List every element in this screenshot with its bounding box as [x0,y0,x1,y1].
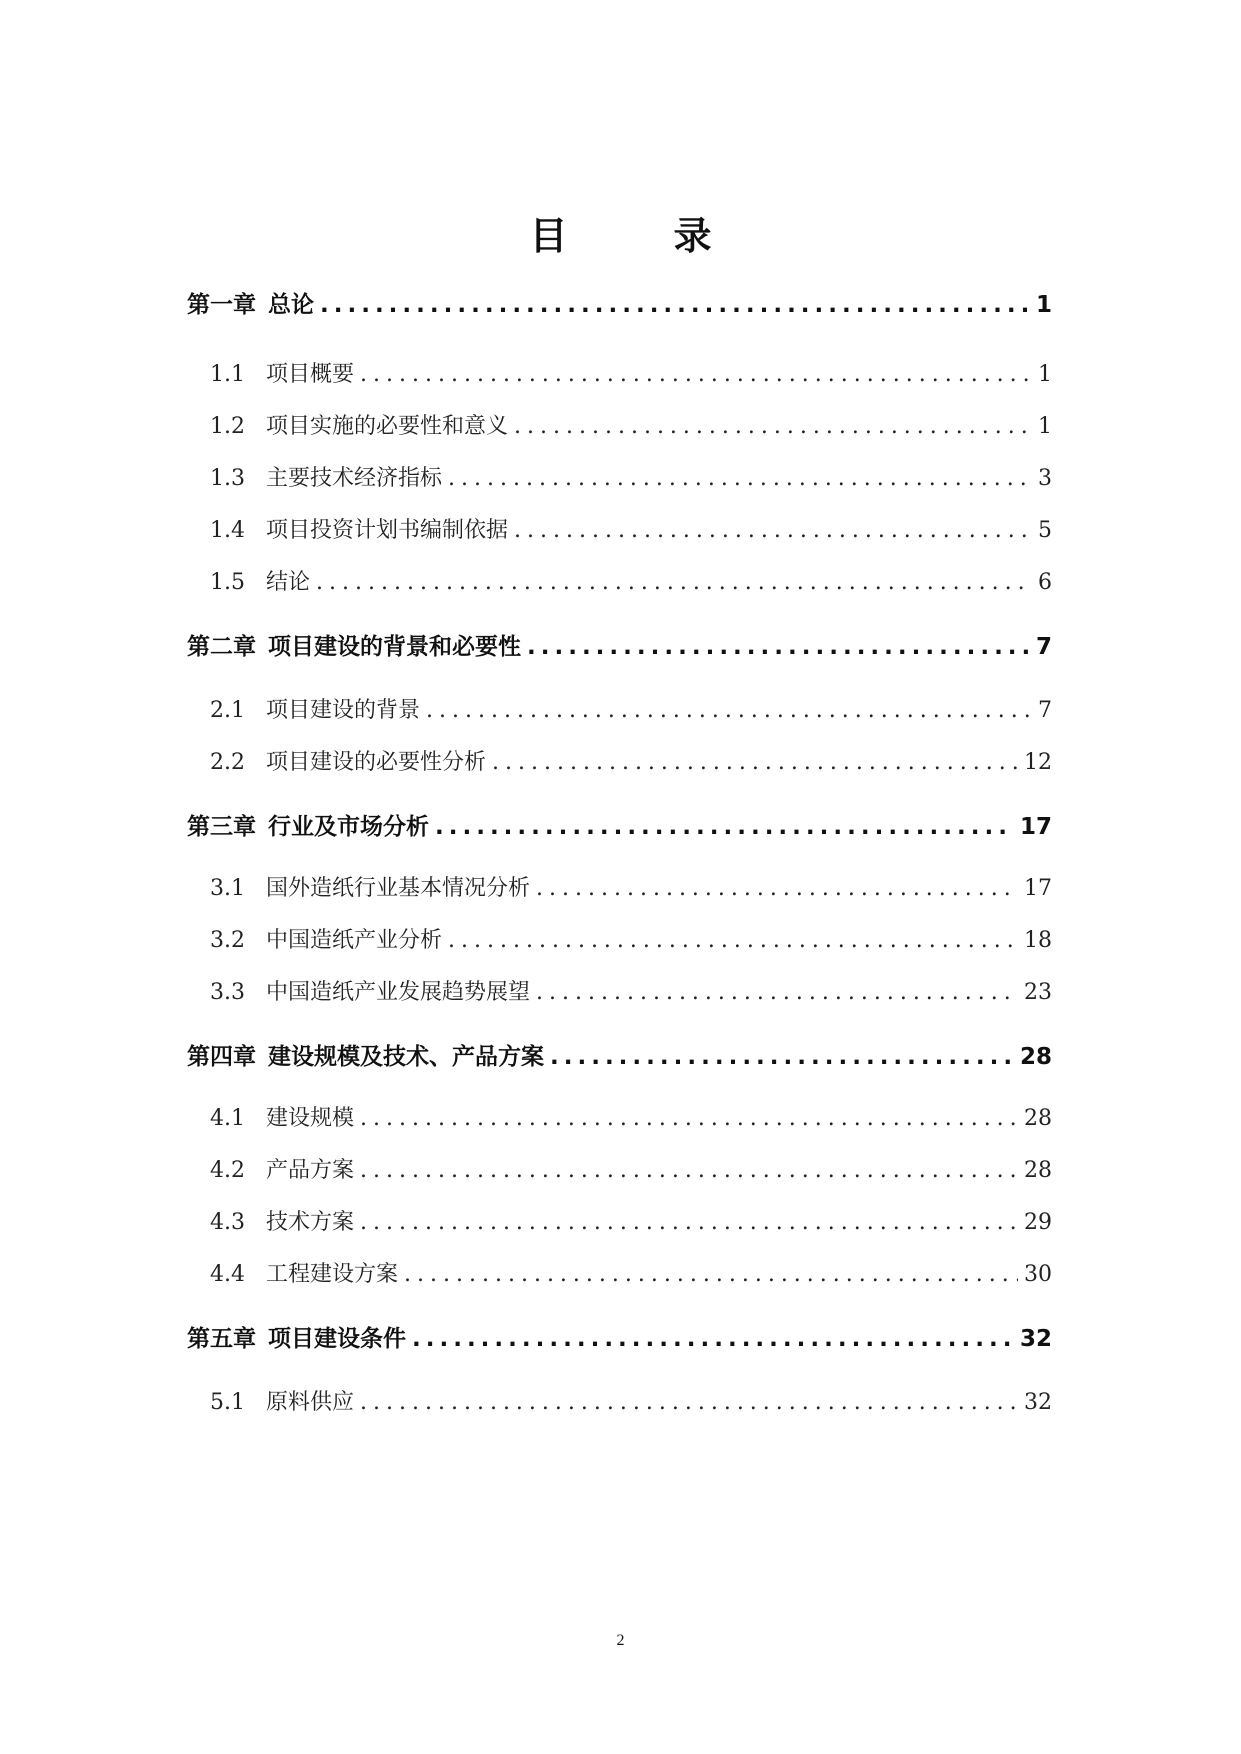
toc-leader-dots [404,1260,1018,1290]
toc-entry-title: 结论 [266,570,311,595]
toc-entry-number: 第三章 [187,814,256,840]
toc-section-entry[interactable] [187,510,1052,546]
toc-entry-title: 建设规模 [266,1106,355,1131]
toc-leader-dots [536,978,1018,1008]
toc-entry-number: 第四章 [187,1044,256,1070]
toc-chapter-entry[interactable] [187,1318,1052,1354]
toc-entry-number: 1.5 [210,570,245,595]
toc-leader-dots [412,1324,1014,1354]
toc-entry-label [187,1042,544,1072]
toc-entry-number: 3.2 [210,928,245,953]
toc-leader-dots [360,1156,1018,1186]
toc-entry-label [210,1388,354,1418]
page-number: 2 [616,1632,625,1649]
toc-chapter-entry[interactable] [187,284,1052,320]
toc-entry-number: 第一章 [187,292,256,318]
toc-entry-page: 28 [1024,1158,1052,1183]
toc-entry-title: 国外造纸行业基本情况分析 [266,876,531,901]
toc-entry-page: 23 [1024,980,1052,1005]
toc-entry-page: 29 [1024,1210,1052,1235]
toc-section-entry[interactable] [187,1202,1052,1238]
toc-section-entry[interactable] [187,920,1052,956]
toc-chapter-entry[interactable] [187,806,1052,842]
toc-section-entry[interactable] [187,690,1052,726]
toc-entry-page: 17 [1019,814,1052,840]
toc-entry-label [210,926,442,956]
toc-entry-page: 32 [1024,1390,1052,1415]
toc-entry-label [210,1104,354,1134]
toc-leader-dots [360,1208,1018,1238]
toc-entry-label [210,978,530,1008]
toc-section-entry[interactable] [187,406,1052,442]
toc-entry-page: 1 [1038,414,1052,439]
toc-entry-page: 5 [1038,518,1052,543]
toc-section-entry[interactable] [187,1382,1052,1418]
toc-entry-label [210,1208,354,1238]
toc-entry-label [210,412,508,442]
toc-section-entry[interactable] [187,354,1052,390]
toc-entry-page: 28 [1019,1044,1052,1070]
toc-entry-number: 4.2 [210,1158,245,1183]
toc-entry-number: 2.2 [210,750,245,775]
toc-leader-dots [360,360,1032,390]
toc-section-entry[interactable] [187,1098,1052,1134]
toc-entry-number: 第二章 [187,634,256,660]
toc-entry-title: 项目实施的必要性和意义 [266,414,509,439]
toc-entry-label [210,874,530,904]
toc-entry-title: 主要技术经济指标 [266,466,443,491]
toc-entry-page: 28 [1024,1106,1052,1131]
toc-entry-title: 产品方案 [266,1158,355,1183]
toc-chapter-entry[interactable] [187,626,1052,662]
toc-entry-title: 技术方案 [266,1210,355,1235]
toc-entry-label [210,696,420,726]
toc-leader-dots [320,290,1030,320]
toc-entry-number: 1.3 [210,466,245,491]
toc-entry-title: 项目建设的背景 [266,698,421,723]
toc-entry-page: 17 [1024,876,1052,901]
page-title: 目 录 [529,214,746,258]
toc-entry-number: 1.1 [210,362,245,387]
toc-entry-label [187,812,429,842]
toc-entry-page: 1 [1035,292,1052,318]
toc-section-entry[interactable] [187,562,1052,598]
toc-entry-title: 行业及市场分析 [268,814,429,840]
toc-entry-number: 4.1 [210,1106,245,1131]
toc-section-entry[interactable] [187,972,1052,1008]
toc-entry-title: 项目建设条件 [268,1326,406,1352]
toc-entry-title: 项目概要 [266,362,355,387]
toc-leader-dots [435,812,1014,842]
toc-leader-dots [448,926,1018,956]
toc-section-entry[interactable] [187,1150,1052,1186]
toc-entry-label [210,360,354,390]
toc-entry-label [210,748,486,778]
toc-entry-page: 7 [1038,698,1052,723]
toc-entry-page: 7 [1035,634,1052,660]
toc-entry-title: 项目投资计划书编制依据 [266,518,509,543]
toc-entry-page: 6 [1038,570,1052,595]
toc-leader-dots [514,516,1032,546]
toc-leader-dots [360,1388,1018,1418]
toc-leader-dots [514,412,1032,442]
toc-entry-number: 5.1 [210,1390,245,1415]
toc-entry-page: 12 [1024,750,1052,775]
toc-entry-title: 中国造纸产业分析 [266,928,443,953]
toc-entry-number: 第五章 [187,1326,256,1352]
toc-entry-title: 项目建设的背景和必要性 [268,634,521,660]
toc-entry-number: 3.3 [210,980,245,1005]
toc-entry-number: 4.3 [210,1210,245,1235]
toc-leader-dots [550,1042,1014,1072]
toc-entry-page: 18 [1024,928,1052,953]
toc-entry-page: 30 [1024,1262,1052,1287]
toc-leader-dots [527,632,1030,662]
toc-leader-dots [360,1104,1018,1134]
toc-entry-title: 项目建设的必要性分析 [266,750,487,775]
toc-section-entry[interactable] [187,742,1052,778]
toc-entry-label [187,632,521,662]
toc-entry-number: 4.4 [210,1262,245,1287]
toc-section-entry[interactable] [187,1254,1052,1290]
toc-section-entry[interactable] [187,868,1052,904]
toc-leader-dots [316,568,1032,598]
toc-entry-title: 建设规模及技术、产品方案 [268,1044,544,1070]
toc-entry-label [210,568,310,598]
toc-entry-title: 原料供应 [266,1390,355,1415]
toc-entry-title: 中国造纸产业发展趋势展望 [266,980,531,1005]
toc-entry-label [210,1156,354,1186]
toc-leader-dots [448,464,1032,494]
toc-chapter-entry[interactable] [187,1036,1052,1072]
toc-entry-number: 1.4 [210,518,245,543]
toc-entry-number: 1.2 [210,414,245,439]
toc-entry-label [210,464,442,494]
toc-entry-number: 3.1 [210,876,245,901]
toc-entry-label [210,516,508,546]
toc-entry-title: 总论 [268,292,314,318]
toc-entry-title: 工程建设方案 [266,1262,399,1287]
toc-leader-dots [426,696,1032,726]
toc-leader-dots [492,748,1018,778]
toc-leader-dots [536,874,1018,904]
toc-entry-page: 3 [1038,466,1052,491]
toc-entry-page: 32 [1019,1326,1052,1352]
toc-entry-label [210,1260,398,1290]
toc-entry-number: 2.1 [210,698,245,723]
toc-entry-page: 1 [1038,362,1052,387]
toc-entry-label [187,1324,406,1354]
toc-section-entry[interactable] [187,458,1052,494]
toc-entry-label [187,290,314,320]
